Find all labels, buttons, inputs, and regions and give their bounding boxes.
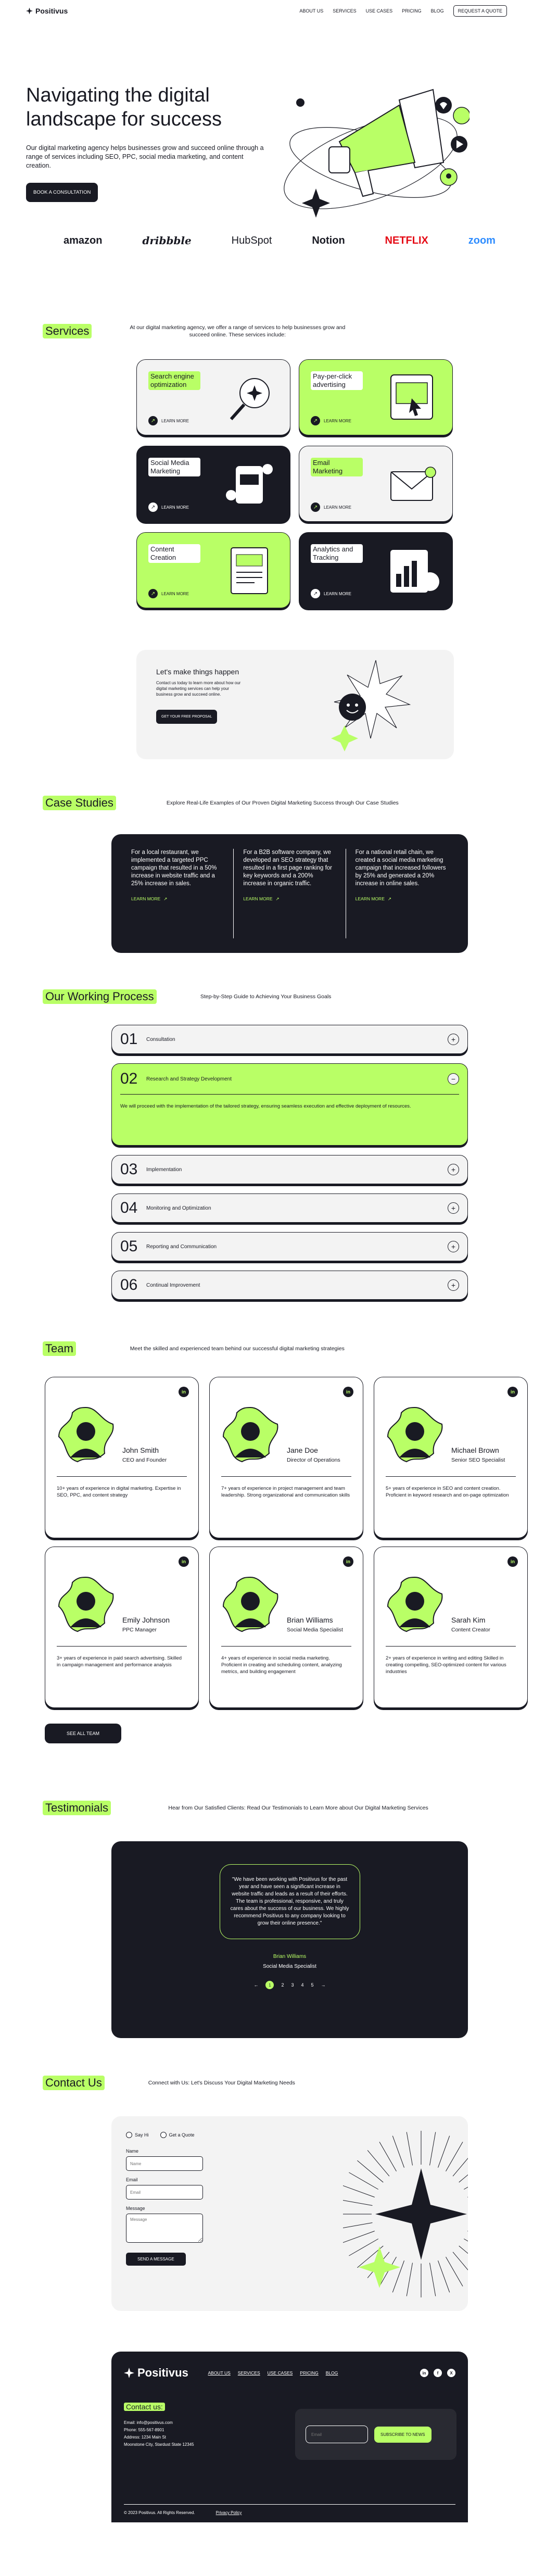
learn-more-label: LEARN MORE [324, 505, 351, 510]
footer-brand-name: Positivus [137, 2366, 188, 2379]
learn-more-link[interactable] [148, 502, 189, 512]
learn-more-label: LEARN MORE [324, 591, 351, 596]
ray-line [349, 2172, 378, 2190]
arrow-icon: ↗ [148, 589, 158, 598]
plus-icon[interactable]: + [448, 1164, 459, 1175]
step-number: 03 [120, 1161, 138, 1178]
footer [111, 2352, 468, 2522]
cta-block [136, 650, 454, 759]
seo-magnifier-icon [218, 372, 281, 424]
case-studies-section [22, 796, 511, 953]
radio-say-hi[interactable] [126, 2132, 149, 2138]
divider [386, 1646, 516, 1647]
divider [221, 1646, 351, 1647]
team-grid [45, 1377, 515, 1708]
hero-title: Navigating the digital landscape for success [26, 84, 222, 130]
team-member-card [209, 1547, 363, 1708]
ray-line [407, 2263, 412, 2296]
footer-link-services[interactable]: SERVICES [237, 2370, 260, 2376]
team-heading: Team [43, 1341, 76, 1356]
service-card-email[interactable] [299, 446, 453, 522]
learn-more-link[interactable] [311, 502, 351, 512]
footer-phone: Phone: 555-567-8901 [124, 2428, 164, 2432]
radio-circle-icon [160, 2132, 167, 2138]
learn-more-label: LEARN MORE [161, 505, 189, 510]
team-member-role: Director of Operations [287, 1457, 340, 1463]
linkedin-icon[interactable]: in [343, 1387, 353, 1397]
client-logo-dribbble: dribbble [142, 234, 192, 247]
client-logo-zoom: zoom [468, 234, 496, 246]
learn-more-label: LEARN MORE [161, 418, 189, 423]
learn-more-label: LEARN MORE [161, 591, 189, 596]
case-study-text: For a local restaurant, we implemented a targeted PPC campaign that resulted in a 50% increase in website traffic and a 25% increase in sales. [131, 849, 217, 887]
linkedin-icon[interactable]: in [507, 1556, 518, 1567]
ray-line [392, 2136, 404, 2168]
nav-link-use-cases[interactable]: USE CASES [365, 8, 393, 14]
page-2[interactable]: 2 [281, 1982, 284, 1988]
case-study-text: For a national retail chain, we created a social media marketing campaign that increased followers by 25% and generated a 20% increase in online sales. [355, 849, 446, 887]
avatar [221, 1405, 280, 1464]
process-heading: Our Working Process [43, 989, 157, 1004]
service-title: Email Marketing [311, 458, 363, 476]
star-burst-illustration [343, 2127, 468, 2304]
team-member-role: Social Media Specialist [287, 1627, 343, 1633]
linkedin-icon[interactable]: in [420, 2369, 428, 2377]
step-body: We will proceed with the implementation of the tailored strategy, ensuring seamless execution and effective deployment of resources. [120, 1103, 411, 1109]
divider [57, 1646, 187, 1647]
step-name: Research and Strategy Development [146, 1076, 232, 1082]
team-member-role: Senior SEO Specialist [451, 1457, 505, 1463]
nav-link-blog[interactable]: BLOG [430, 8, 444, 14]
analytics-chart-icon [380, 545, 443, 597]
case-study-link[interactable] [356, 895, 448, 903]
footer-logo[interactable] [124, 2366, 188, 2380]
team-member-name: John Smith [122, 1446, 159, 1454]
case-study-link[interactable] [131, 895, 224, 903]
case-study-item [122, 849, 233, 938]
contact-section [22, 2076, 511, 2311]
email-input[interactable] [126, 2185, 203, 2200]
services-section [22, 324, 511, 759]
ray-line [407, 2132, 412, 2165]
arrow-icon: ↗ [148, 416, 158, 425]
step-number: 05 [120, 1238, 138, 1255]
testimonials-description: Hear from Our Satisfied Clients: Read Our Testimonials to Learn More about Our Digital Marketing Services [168, 1805, 428, 1811]
top-nav [22, 0, 511, 22]
ray-line [343, 2222, 372, 2228]
team-member-card [374, 1377, 528, 1538]
footer-link-pricing[interactable]: PRICING [300, 2370, 319, 2376]
case-study-item [346, 849, 458, 938]
newsletter-box [295, 2409, 456, 2460]
subscribe-button[interactable]: SUBSCRIBE TO NEWS [374, 2427, 432, 2443]
page-3[interactable]: 3 [291, 1982, 294, 1988]
privacy-policy-link[interactable]: Privacy Policy [215, 2510, 242, 2515]
services-description: At our digital marketing agency, we offer a range of services to help businesses grow and succeed online. These services include: [130, 324, 346, 338]
arrow-icon: ↗ [163, 896, 168, 901]
brand-name: Positivus [35, 7, 68, 15]
team-member-card [45, 1377, 199, 1538]
client-logo-notion: Notion [312, 234, 345, 246]
book-consultation-button[interactable]: BOOK A CONSULTATION [26, 183, 98, 202]
process-step-1[interactable] [111, 1025, 468, 1054]
linkedin-icon[interactable]: in [343, 1556, 353, 1567]
minus-icon[interactable]: − [448, 1073, 459, 1085]
footer-links [208, 2370, 338, 2376]
step-number: 06 [120, 1276, 138, 1293]
arrow-icon: ↗ [387, 896, 391, 901]
process-step-2[interactable] [111, 1063, 468, 1146]
facebook-icon[interactable]: f [434, 2369, 442, 2377]
step-number: 01 [120, 1031, 138, 1048]
ray-line [446, 2142, 463, 2171]
case-studies-box [111, 834, 468, 953]
hero-description: Our digital marketing agency helps businesses grow and succeed online through a range of services including SEO, PPC, social media marketing, and content creation. [26, 144, 264, 169]
service-card-seo[interactable] [136, 359, 290, 435]
divider [386, 1476, 516, 1477]
team-section [22, 1341, 515, 1743]
ray-line [343, 2231, 375, 2242]
learn-more-link[interactable] [148, 589, 189, 598]
team-member-name: Brian Williams [287, 1616, 333, 1624]
case-studies-description: Explore Real-Life Examples of Our Proven Digital Marketing Success through Our Case Studies [166, 800, 399, 806]
nav-link-about[interactable]: ABOUT US [299, 8, 324, 14]
services-grid [136, 359, 511, 608]
footer-email: Email: info@positivus.com [124, 2420, 173, 2425]
team-member-role: CEO and Founder [122, 1457, 167, 1463]
client-logos [22, 225, 511, 256]
send-message-button[interactable]: SEND A MESSAGE [126, 2253, 186, 2266]
learn-more-link[interactable] [311, 416, 351, 425]
linkedin-icon[interactable]: in [179, 1387, 189, 1397]
ppc-browser-icon [380, 372, 443, 424]
case-study-item [233, 849, 345, 938]
megaphone-illustration [272, 84, 469, 241]
prev-arrow-icon[interactable]: ← [253, 1982, 259, 1988]
process-step-3[interactable] [111, 1155, 468, 1184]
team-member-bio: 10+ years of experience in digital marketing. Expertise in SEO, PPC, and content strategy [57, 1486, 181, 1498]
footer-address-city: Moonstone City, Stardust State 12345 [124, 2442, 194, 2447]
ray-line [453, 2150, 468, 2176]
case-study-link[interactable] [243, 895, 336, 903]
social-links [420, 2369, 455, 2377]
radio-get-quote[interactable] [160, 2132, 195, 2138]
service-title: Pay-per-click advertising [311, 371, 363, 390]
star-logo-icon [26, 8, 33, 15]
ray-line [429, 2263, 435, 2296]
service-card-analytics[interactable] [299, 532, 453, 608]
service-title: Search engine optimization [148, 371, 200, 390]
case-studies-heading: Case Studies [43, 796, 116, 810]
ray-line [343, 2200, 372, 2205]
star-logo-icon [124, 2368, 134, 2378]
copyright-text: © 2023 Positivus. All Rights Reserved. [124, 2510, 195, 2515]
team-description: Meet the skilled and experienced team behind our successful digital marketing strategies [130, 1346, 345, 1352]
linkedin-icon[interactable]: in [179, 1556, 189, 1567]
ray-line [357, 2160, 383, 2182]
ray-line [438, 2136, 449, 2168]
footer-link-about[interactable]: ABOUT US [208, 2370, 231, 2376]
ray-line [429, 2132, 435, 2165]
radio-label: Get a Quote [169, 2132, 195, 2138]
avatar [221, 1575, 280, 1633]
avatar [57, 1575, 115, 1633]
contact-description: Connect with Us: Let's Discuss Your Digital Marketing Needs [148, 2080, 295, 2086]
ray-line [453, 2252, 468, 2278]
footer-divider [124, 2504, 455, 2505]
step-name: Monitoring and Optimization [146, 1205, 211, 1211]
divider [221, 1476, 351, 1477]
nav-link-pricing[interactable]: PRICING [402, 8, 422, 14]
team-member-bio: 4+ years of experience in social media marketing. Proficient in creating and scheduling content, analyzing metrics, and building engagement [221, 1655, 342, 1675]
step-name: Continual Improvement [146, 1282, 200, 1288]
ray-line [379, 2142, 397, 2171]
team-member-name: Sarah Kim [451, 1616, 486, 1624]
newsletter-email-input[interactable] [306, 2426, 368, 2443]
process-step-6[interactable] [111, 1271, 468, 1300]
radio-circle-icon [126, 2132, 132, 2138]
team-member-card [209, 1377, 363, 1538]
team-member-name: Michael Brown [451, 1446, 499, 1454]
arrow-icon: ↗ [311, 502, 320, 512]
contact-form-box [111, 2116, 468, 2311]
message-label: Message [126, 2206, 145, 2211]
testimonial-role: Social Media Specialist [263, 1964, 316, 1969]
arrow-icon: ↗ [148, 502, 158, 512]
testimonials-section [22, 1801, 511, 2038]
plus-icon[interactable]: + [448, 1241, 459, 1252]
plus-icon[interactable]: + [448, 1034, 459, 1045]
team-member-role: PPC Manager [122, 1627, 157, 1633]
divider [120, 1094, 459, 1095]
process-description: Step-by-Step Guide to Achieving Your Business Goals [200, 994, 332, 1000]
learn-more-link[interactable] [311, 589, 351, 598]
request-quote-button[interactable]: REQUEST A QUOTE [453, 5, 507, 17]
learn-more-label: LEARN MORE [243, 896, 273, 901]
avatar [386, 1575, 444, 1633]
nav-link-services[interactable]: SERVICES [333, 8, 357, 14]
name-label: Name [126, 2148, 139, 2154]
step-name: Consultation [146, 1036, 175, 1042]
ray-line [367, 2150, 389, 2176]
client-logo-netflix: NETFLIX [385, 234, 428, 246]
arrow-icon: ↗ [275, 896, 280, 901]
team-member-card [374, 1547, 528, 1708]
ray-line [343, 2185, 375, 2197]
testimonial-pager [111, 1981, 468, 1989]
message-textarea[interactable] [126, 2214, 203, 2243]
process-step-4[interactable] [111, 1193, 468, 1223]
contact-heading: Contact Us [43, 2076, 105, 2090]
name-input[interactable] [126, 2156, 203, 2171]
testimonial-quote: "We have been working with Positivus for the past year and have seen a significant increase in website traffic and leads as a result of their efforts. The team is professional, responsive, and truly cares about the success of our business. We highly recommend Positivus to any company looking to grow their online presence." [220, 1864, 360, 1939]
plus-icon[interactable]: + [448, 1279, 459, 1291]
service-title: Analytics and Tracking [311, 544, 363, 563]
ray-line [349, 2239, 378, 2256]
client-logo-amazon: amazon [64, 234, 103, 246]
divider [57, 1476, 187, 1477]
linkedin-icon[interactable]: in [507, 1387, 518, 1397]
process-step-5[interactable] [111, 1232, 468, 1261]
social-phone-icon [218, 459, 281, 511]
process-accordion [111, 1025, 468, 1300]
team-member-card [45, 1547, 199, 1708]
next-arrow-icon[interactable]: → [321, 1982, 326, 1988]
services-heading: Services [43, 324, 92, 338]
step-name: Reporting and Communication [146, 1243, 217, 1250]
team-member-name: Jane Doe [287, 1446, 318, 1454]
cta-text: Contact us today to learn more about how our digital marketing services can help your business grow and succeed online. [156, 681, 241, 697]
email-label: Email [126, 2177, 138, 2182]
service-title: Social Media Marketing [148, 458, 200, 476]
page-5[interactable]: 5 [311, 1982, 314, 1988]
email-envelope-icon [380, 459, 443, 511]
free-proposal-button[interactable]: GET YOUR FREE PROPOSAL [156, 710, 217, 724]
testimonials-heading: Testimonials [43, 1801, 111, 1815]
step-number: 04 [120, 1199, 138, 1216]
arrow-icon: ↗ [311, 589, 320, 598]
content-document-icon [218, 545, 281, 597]
avatar [57, 1405, 115, 1464]
team-member-bio: 5+ years of experience in SEO and content creation. Proficient in keyword research and on-page optimization [386, 1486, 509, 1498]
service-title: Content Creation [148, 544, 200, 563]
cta-title: Let's make things happen [156, 668, 239, 676]
footer-contact-title: Contact us: [124, 2403, 165, 2411]
see-all-team-button[interactable]: SEE ALL TEAM [45, 1724, 121, 1743]
learn-more-label: LEARN MORE [324, 418, 351, 423]
learn-more-link[interactable] [148, 416, 189, 425]
team-member-bio: 3+ years of experience in paid search advertising. Skilled in campaign management and performance analysis [57, 1655, 182, 1668]
team-member-name: Emily Johnson [122, 1616, 170, 1624]
team-member-role: Content Creator [451, 1627, 490, 1633]
footer-link-use-cases[interactable]: USE CASES [267, 2370, 293, 2376]
plus-icon[interactable]: + [448, 1202, 459, 1214]
step-number: 02 [120, 1070, 138, 1087]
page-4[interactable]: 4 [301, 1982, 304, 1988]
case-study-text: For a B2B software company, we developed an SEO strategy that resulted in a first page ranking for key keywords and a 200% increase in organic traffic. [243, 849, 333, 887]
smiley-star-illustration [313, 655, 412, 754]
working-process-section [22, 989, 511, 1300]
service-card-social[interactable] [136, 446, 290, 522]
step-name: Implementation [146, 1166, 182, 1173]
page-1[interactable]: 1 [265, 1981, 274, 1989]
learn-more-label: LEARN MORE [355, 896, 385, 901]
footer-link-blog[interactable]: BLOG [325, 2370, 338, 2376]
ray-line [438, 2260, 449, 2292]
learn-more-label: LEARN MORE [131, 896, 161, 901]
radio-label: Say Hi [135, 2132, 149, 2138]
footer-address: Address: 1234 Main St [124, 2435, 166, 2440]
avatar [386, 1405, 444, 1464]
arrow-icon: ↗ [311, 416, 320, 425]
testimonial-author: Brian Williams [273, 1954, 307, 1959]
service-card-ppc[interactable] [299, 359, 453, 435]
testimonials-box [111, 1841, 468, 2038]
team-member-bio: 7+ years of experience in project management and team leadership. Strong organizational and communication skills [221, 1486, 350, 1498]
team-member-bio: 2+ years of experience in writing and editing Skilled in creating compelling, SEO-optimized content for various industries [386, 1655, 506, 1675]
client-logo-hubspot: HubSpot [231, 234, 272, 246]
ray-line [446, 2257, 463, 2286]
service-card-content[interactable] [136, 532, 290, 608]
brand-logo[interactable] [26, 7, 68, 15]
nav-links [299, 5, 507, 17]
x-twitter-icon[interactable]: X [447, 2369, 455, 2377]
